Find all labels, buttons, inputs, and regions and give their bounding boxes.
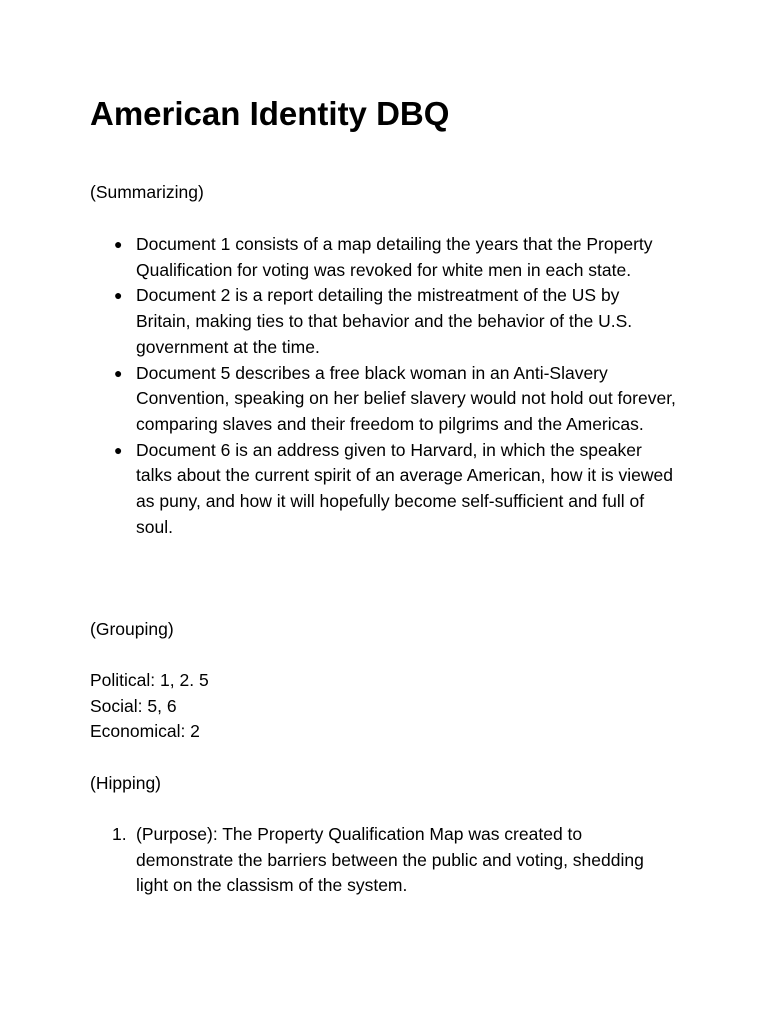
summarizing-heading: (Summarizing) [90,182,204,202]
summary-item-text: Document 5 describes a free black woman in an Anti-Slavery Convention, speaking on her belief slavery would not hold out forever, comparing slaves and their freedom to pilgrims and the Americas. [136,362,676,434]
bullet-icon: ● [114,364,123,381]
document-title: American Identity DBQ [90,95,450,132]
hipping-item-text: (Purpose): The Property Qualification Map was created to demonstrate the barriers between the public and voting, shedding light on the classism of the system. [136,824,644,896]
list-item [90,361,676,438]
group-economical: Economical: 2 [90,721,200,741]
bullet-icon: ● [114,441,123,458]
list-item [90,283,676,360]
summary-item-text: Document 6 is an address given to Harvard, in which the speaker talks about the current spirit of an average American, how it is viewed as puny, and how it will hopefully become self-sufficient and full of soul. [136,439,673,537]
hipping-heading: (Hipping) [90,773,161,793]
list-item [90,822,676,899]
group-social: Social: 5, 6 [90,696,177,716]
summary-item-text: Document 2 is a report detailing the mistreatment of the US by Britain, making ties to that behavior and the behavior of the U.S. government at the time. [136,285,633,357]
grouping-heading: (Grouping) [90,619,174,639]
summary-list [90,232,676,540]
list-number: 1. [112,824,127,844]
list-item [90,232,676,283]
list-item [90,438,676,541]
bullet-icon: ● [114,236,123,252]
bullet-icon: ● [114,287,123,304]
hipping-list [90,822,676,899]
summary-item-text: Document 1 consists of a map detailing the years that the Property Qualification for voting was revoked for white men in each state. [136,234,653,280]
group-political: Political: 1, 2. 5 [90,670,209,690]
